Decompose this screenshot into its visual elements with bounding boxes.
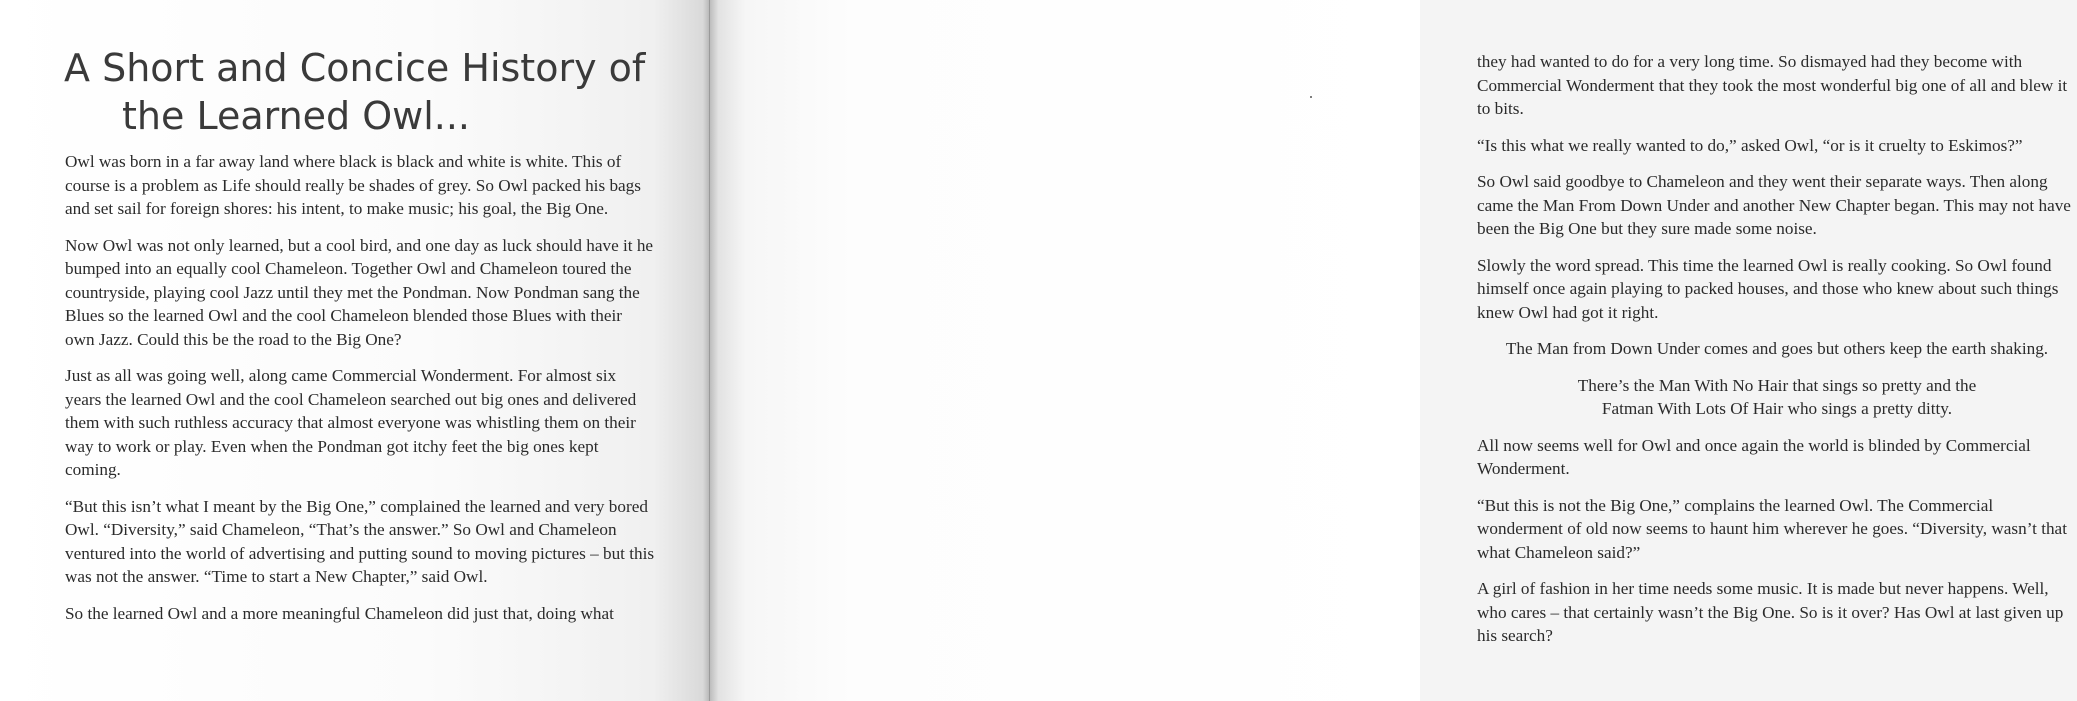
centered-line: The Man from Down Under comes and goes but others keep the earth shaking. <box>1505 339 2049 358</box>
paragraph: “But this isn’t what I meant by the Big One,” complained the learned and very bored Owl. “Diversity,” said Chameleon, “That’s the answer.” So Owl and Chameleon ventured into the world of advertising and putting sound to moving pictures – but this was not the answer. “Time to start a New Chapter,” said Owl. <box>65 496 655 586</box>
title-line-1: A Short and Concice History of <box>64 46 646 90</box>
paragraph: All now seems well for Owl and once again the world is blinded by Commercial Wonderment. <box>1477 435 2031 478</box>
paragraph: Owl was born in a far away land where black is black and white is white. This of course is a problem as Life should really be shades of grey. So Owl packed his bags and set sail for foreign shores: his intent, to make music; his goal, the Big One. <box>65 152 641 218</box>
paragraph: they had wanted to do for a very long time. So dismayed had they become with Commercial Wonderment that they took the most wonderful big one of all and blew it to bits. <box>1477 52 2068 118</box>
left-page <box>0 0 710 701</box>
paragraph: Just as all was going well, along came Commercial Wonderment. For almost six years the learned Owl and the cool Chameleon searched out big ones and delivered them with such ruthless accuracy that almost everyone was whistling them on their way to work or play. Even when the Pondman got itchy feet the big ones kept coming. <box>65 366 637 479</box>
paragraph: So Owl said goodbye to Chameleon and they went their separate ways. Then along came the Man From Down Under and another New Chapter began. This may not have been the Big One but they sure made some noise. <box>1477 172 2071 238</box>
paragraph: So the learned Owl and a more meaningful Chameleon did just that, doing what <box>65 603 614 623</box>
title-line-2: the Learned Owl... <box>122 94 471 138</box>
right-page <box>710 0 2071 701</box>
paragraph: Slowly the word spread. This time the learned Owl is really cooking. So Owl found himself once again playing to packed houses, and those who knew about such things knew Owl had got it right. <box>1477 255 2059 322</box>
right-text-column <box>1477 50 2077 661</box>
print-speck <box>1310 96 1312 98</box>
paragraph: A girl of fashion in her time needs some music. It is made but never happens. Well, who cares – that certainly wasn’t the Big One. So is it over? Has Owl at last given up his search? <box>1477 579 2064 645</box>
paragraph: “Is this what we really wanted to do,” asked Owl, “or is it cruelty to Eskimos?” <box>1477 135 2023 155</box>
page-title <box>64 44 645 140</box>
paragraph: Now Owl was not only learned, but a cool bird, and one day as luck should have it he bumped into an equally cool Chameleon. Together Owl and Chameleon toured the countryside, playing cool Jazz until they met the Pondman. Now Pondman sang the Blues so the learned Owl and the cool Chameleon blended those Blues with their own Jazz. Could this be the road to the Big One? <box>65 235 654 349</box>
centered-verse <box>1477 374 2077 421</box>
paragraph: “But this is not the Big One,” complains the learned Owl. The Commercial wonderment of old now seems to haunt him wherever he goes. “Diversity, wasn’t that what Chameleon said?” <box>1477 495 2067 562</box>
left-text-column <box>65 150 655 625</box>
verse-line-2: Fatman With Lots Of Hair who sings a pretty ditty. <box>1601 399 1953 418</box>
verse-line-1: There’s the Man With No Hair that sings so pretty and the <box>1577 375 1977 395</box>
